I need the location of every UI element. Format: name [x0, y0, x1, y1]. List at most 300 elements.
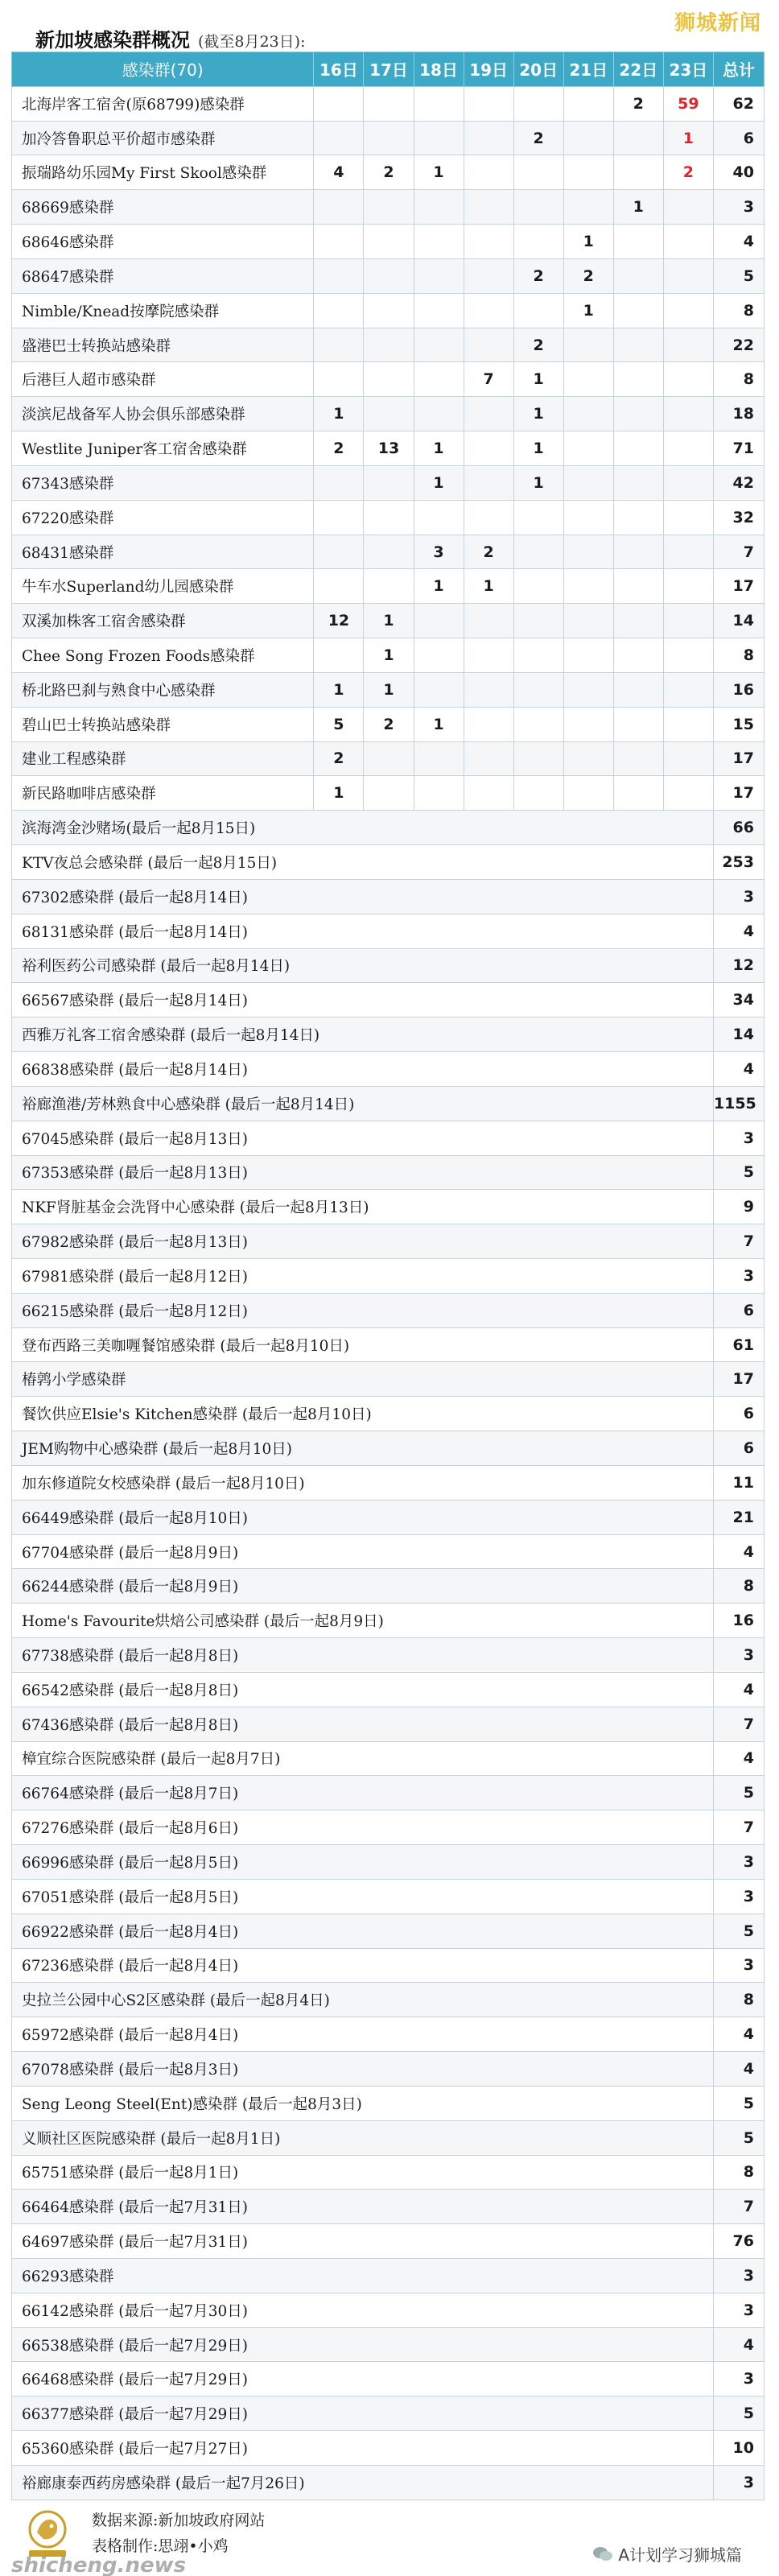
- daily-count-cell: [613, 604, 663, 638]
- total-cell: 16: [713, 672, 764, 707]
- daily-count-cell: 1: [414, 155, 464, 190]
- cluster-name-cell: 盛港巴士转换站感染群: [12, 328, 314, 362]
- cluster-name-cell: 65360感染群 (最后一起7月27日): [12, 2431, 714, 2466]
- daily-count-cell: 1: [563, 225, 613, 259]
- daily-count-cell: [563, 397, 613, 431]
- daily-count-cell: [364, 328, 414, 362]
- page-title: 新加坡感染群概况: [35, 29, 190, 52]
- total-cell: 17: [713, 741, 764, 776]
- daily-count-cell: [613, 328, 663, 362]
- daily-count-cell: [464, 293, 513, 328]
- daily-count-cell: [364, 741, 414, 776]
- daily-count-cell: [663, 190, 713, 225]
- daily-count-cell: [414, 328, 464, 362]
- total-cell: 4: [713, 2052, 764, 2087]
- cluster-name-cell: 餐饮供应Elsie's Kitchen感染群 (最后一起8月10日): [12, 1397, 714, 1431]
- daily-count-cell: [464, 604, 513, 638]
- daily-count-cell: 1: [513, 431, 563, 466]
- cluster-name-cell: Chee Song Frozen Foods感染群: [12, 638, 314, 673]
- daily-count-cell: [613, 362, 663, 397]
- table-row: [12, 465, 765, 500]
- cluster-name-cell: 67051感染群 (最后一起8月5日): [12, 1879, 714, 1913]
- cluster-name-cell: 裕利医药公司感染群 (最后一起8月14日): [12, 948, 714, 983]
- cluster-table: [11, 52, 765, 2500]
- column-header-day: 20日: [513, 52, 563, 87]
- cluster-name-cell: 67302感染群 (最后一起8月14日): [12, 879, 714, 914]
- total-cell: 8: [713, 638, 764, 673]
- daily-count-cell: [464, 190, 513, 225]
- daily-count-cell: [464, 155, 513, 190]
- cluster-name-cell: 66142感染群 (最后一起7月30日): [12, 2293, 714, 2327]
- cluster-name-cell: 66838感染群 (最后一起8月14日): [12, 1052, 714, 1087]
- table-row: [12, 845, 765, 880]
- daily-count-cell: [464, 431, 513, 466]
- daily-count-cell: [314, 190, 364, 225]
- cluster-name-cell: 桥北路巴刹与熟食中心感染群: [12, 672, 314, 707]
- daily-count-cell: [314, 500, 364, 535]
- daily-count-cell: [364, 397, 414, 431]
- daily-count-cell: [364, 465, 414, 500]
- daily-count-cell: [464, 121, 513, 155]
- total-cell: 3: [713, 879, 764, 914]
- total-cell: 4: [713, 2327, 764, 2362]
- total-cell: 5: [713, 1155, 764, 1190]
- daily-count-cell: 2: [513, 258, 563, 293]
- daily-count-cell: 1: [414, 569, 464, 604]
- table-row: [12, 1018, 765, 1052]
- table-row: [12, 362, 765, 397]
- cluster-name-cell: KTV夜总会感染群 (最后一起8月15日): [12, 845, 714, 880]
- daily-count-cell: 1: [364, 638, 414, 673]
- daily-count-cell: [613, 672, 663, 707]
- daily-count-cell: [464, 465, 513, 500]
- daily-count-cell: 2: [364, 155, 414, 190]
- cluster-name-cell: 66468感染群 (最后一起7月29日): [12, 2362, 714, 2396]
- daily-count-cell: [563, 362, 613, 397]
- cluster-name-cell: Seng Leong Steel(Ent)感染群 (最后一起8月3日): [12, 2086, 714, 2120]
- daily-count-cell: 1: [314, 397, 364, 431]
- table-row: [12, 1397, 765, 1431]
- total-cell: 66: [713, 811, 764, 845]
- daily-count-cell: [364, 121, 414, 155]
- daily-count-cell: 2: [513, 121, 563, 155]
- cluster-name-cell: 义顺社区医院感染群 (最后一起8月1日): [12, 2120, 714, 2155]
- table-row: [12, 535, 765, 569]
- table-row: [12, 1672, 765, 1707]
- table-row: [12, 1052, 765, 1087]
- column-header-day: 21日: [563, 52, 613, 87]
- daily-count-cell: 2: [563, 258, 613, 293]
- total-cell: 11: [713, 1465, 764, 1500]
- wechat-icon: [592, 2545, 613, 2563]
- daily-count-cell: [364, 535, 414, 569]
- daily-count-cell: [663, 397, 713, 431]
- total-cell: 16: [713, 1604, 764, 1638]
- cluster-name-cell: 新民路咖啡店感染群: [12, 776, 314, 811]
- daily-count-cell: [314, 121, 364, 155]
- total-cell: 1155: [713, 1086, 764, 1121]
- daily-count-cell: [513, 293, 563, 328]
- table-row: [12, 1534, 765, 1569]
- total-cell: 3: [713, 1948, 764, 1983]
- daily-count-cell: [414, 362, 464, 397]
- cluster-name-cell: 后港巨人超市感染群: [12, 362, 314, 397]
- cluster-name-cell: 67704感染群 (最后一起8月9日): [12, 1534, 714, 1569]
- daily-count-cell: [563, 121, 613, 155]
- daily-count-cell: [513, 672, 563, 707]
- total-cell: 3: [713, 2362, 764, 2396]
- cluster-name-cell: 68131感染群 (最后一起8月14日): [12, 914, 714, 948]
- table-row: [12, 1983, 765, 2017]
- table-row: [12, 86, 765, 121]
- daily-count-cell: 1: [464, 569, 513, 604]
- daily-count-cell: [364, 776, 414, 811]
- daily-count-cell: [663, 465, 713, 500]
- total-cell: 71: [713, 431, 764, 466]
- total-cell: 15: [713, 707, 764, 741]
- table-row: [12, 2259, 765, 2293]
- cluster-name-cell: Home's Favourite烘焙公司感染群 (最后一起8月9日): [12, 1604, 714, 1638]
- table-row: [12, 741, 765, 776]
- table-row: [12, 2155, 765, 2190]
- daily-count-cell: [414, 121, 464, 155]
- daily-count-cell: [464, 225, 513, 259]
- cluster-name-cell: 65751感染群 (最后一起8月1日): [12, 2155, 714, 2190]
- total-cell: 61: [713, 1327, 764, 1362]
- cluster-name-cell: 67236感染群 (最后一起8月4日): [12, 1948, 714, 1983]
- daily-count-cell: [364, 362, 414, 397]
- cluster-name-cell: 66922感染群 (最后一起8月4日): [12, 1913, 714, 1948]
- daily-count-cell: [464, 258, 513, 293]
- daily-count-cell: [314, 225, 364, 259]
- watermark-account: [592, 2542, 742, 2566]
- cluster-name-cell: 66538感染群 (最后一起7月29日): [12, 2327, 714, 2362]
- daily-count-cell: [314, 535, 364, 569]
- daily-count-cell: [314, 258, 364, 293]
- daily-count-cell: [513, 86, 563, 121]
- daily-count-cell: 4: [314, 155, 364, 190]
- total-cell: 17: [713, 776, 764, 811]
- page-header: [0, 0, 779, 52]
- table-maker-note: 表格制作:思翊•小鸡: [92, 2537, 229, 2555]
- table-row: [12, 2293, 765, 2327]
- daily-count-cell: [563, 431, 613, 466]
- daily-count-cell: [663, 431, 713, 466]
- total-cell: 7: [713, 1810, 764, 1845]
- table-row: [12, 2052, 765, 2087]
- watermark-account-text: A计划学习狮城篇: [618, 2545, 742, 2565]
- total-cell: 5: [713, 2396, 764, 2431]
- table-row: [12, 776, 765, 811]
- total-cell: 3: [713, 1638, 764, 1673]
- total-cell: 32: [713, 500, 764, 535]
- daily-count-cell: [663, 569, 713, 604]
- daily-count-cell: [563, 465, 613, 500]
- cluster-name-cell: 68646感染群: [12, 225, 314, 259]
- daily-count-cell: [364, 225, 414, 259]
- daily-count-cell: [414, 604, 464, 638]
- daily-count-cell: [663, 776, 713, 811]
- table-row: [12, 1810, 765, 1845]
- table-row: [12, 1190, 765, 1224]
- daily-count-cell: [663, 225, 713, 259]
- table-row: [12, 1155, 765, 1190]
- cluster-name-cell: 牛车水Superland幼儿园感染群: [12, 569, 314, 604]
- cluster-name-cell: 67982感染群 (最后一起8月13日): [12, 1224, 714, 1259]
- daily-count-cell: [563, 328, 613, 362]
- cluster-name-cell: 64697感染群 (最后一起7月31日): [12, 2224, 714, 2259]
- daily-count-cell: [464, 672, 513, 707]
- total-cell: 3: [713, 1879, 764, 1913]
- total-cell: 34: [713, 983, 764, 1018]
- daily-count-cell: [364, 500, 414, 535]
- cluster-name-cell: 碧山巴士转换站感染群: [12, 707, 314, 741]
- total-cell: 4: [713, 914, 764, 948]
- daily-count-cell: [663, 328, 713, 362]
- daily-count-cell: [464, 86, 513, 121]
- column-header-day: 22日: [613, 52, 663, 87]
- table-row: [12, 2396, 765, 2431]
- total-cell: 5: [713, 2086, 764, 2120]
- daily-count-cell: [414, 397, 464, 431]
- cluster-name-cell: 淡滨尼战备军人协会俱乐部感染群: [12, 397, 314, 431]
- daily-count-cell: [563, 707, 613, 741]
- total-cell: 42: [713, 465, 764, 500]
- brand-logo-text: 狮城新闻: [674, 11, 761, 35]
- total-cell: 8: [713, 2155, 764, 2190]
- daily-count-cell: [414, 86, 464, 121]
- daily-count-cell: [613, 258, 663, 293]
- daily-count-cell: [464, 776, 513, 811]
- daily-count-cell: [563, 638, 613, 673]
- daily-count-cell: [563, 604, 613, 638]
- daily-count-cell: [364, 86, 414, 121]
- cluster-name-cell: 66293感染群: [12, 2259, 714, 2293]
- daily-count-cell: 13: [364, 431, 414, 466]
- daily-count-cell: 3: [414, 535, 464, 569]
- total-cell: 9: [713, 1190, 764, 1224]
- total-cell: 6: [713, 1431, 764, 1466]
- total-cell: 5: [713, 1913, 764, 1948]
- cluster-name-cell: 登布西路三美咖喱餐馆感染群 (最后一起8月10日): [12, 1327, 714, 1362]
- table-row: [12, 1362, 765, 1397]
- cluster-name-cell: 66567感染群 (最后一起8月14日): [12, 983, 714, 1018]
- table-row: [12, 1879, 765, 1913]
- daily-count-cell: [613, 431, 663, 466]
- table-row: [12, 1569, 765, 1604]
- table-row: [12, 1913, 765, 1948]
- daily-count-cell: [563, 776, 613, 811]
- daily-count-cell: [613, 465, 663, 500]
- column-header-cluster: 感染群(70): [12, 52, 314, 87]
- daily-count-cell: 1: [314, 672, 364, 707]
- cluster-name-cell: 裕廊康泰西药房感染群 (最后一起7月26日): [12, 2465, 714, 2500]
- footer: [11, 2497, 765, 2576]
- daily-count-cell: [414, 638, 464, 673]
- daily-count-cell: [314, 328, 364, 362]
- cluster-name-cell: 66764感染群 (最后一起8月7日): [12, 1776, 714, 1810]
- table-row: [12, 1604, 765, 1638]
- cluster-name-cell: JEM购物中心感染群 (最后一起8月10日): [12, 1431, 714, 1466]
- column-header-day: 16日: [314, 52, 364, 87]
- table-row: [12, 638, 765, 673]
- cluster-name-cell: 双溪加株客工宿舍感染群: [12, 604, 314, 638]
- table-row: [12, 190, 765, 225]
- cluster-name-cell: 加东修道院女校感染群 (最后一起8月10日): [12, 1465, 714, 1500]
- daily-count-cell: [364, 293, 414, 328]
- cluster-name-cell: Westlite Juniper客工宿舍感染群: [12, 431, 314, 466]
- cluster-name-cell: 68647感染群: [12, 258, 314, 293]
- total-cell: 21: [713, 1500, 764, 1534]
- daily-count-cell: [613, 741, 663, 776]
- daily-count-cell: [464, 638, 513, 673]
- table-row: [12, 1845, 765, 1880]
- daily-count-cell: [663, 500, 713, 535]
- daily-count-cell: [563, 155, 613, 190]
- cluster-name-cell: 68669感染群: [12, 190, 314, 225]
- total-cell: 5: [713, 258, 764, 293]
- table-row: [12, 1776, 765, 1810]
- table-header: [12, 52, 765, 87]
- daily-count-cell: [414, 776, 464, 811]
- daily-count-cell: [464, 397, 513, 431]
- cluster-name-cell: 67981感染群 (最后一起8月12日): [12, 1258, 714, 1293]
- table-row: [12, 2017, 765, 2052]
- total-cell: 5: [713, 2120, 764, 2155]
- daily-count-cell: [663, 707, 713, 741]
- cluster-name-cell: 65972感染群 (最后一起8月4日): [12, 2017, 714, 2052]
- daily-count-cell: 2: [513, 328, 563, 362]
- table-row: [12, 1121, 765, 1155]
- daily-count-cell: [414, 293, 464, 328]
- column-header-day: 17日: [364, 52, 414, 87]
- daily-count-cell: [663, 362, 713, 397]
- daily-count-cell: [464, 707, 513, 741]
- daily-count-cell: [613, 569, 663, 604]
- column-header-total: 总计: [713, 52, 764, 87]
- daily-count-cell: [563, 535, 613, 569]
- cluster-name-cell: 椿鹑小学感染群: [12, 1362, 714, 1397]
- header-row: [12, 52, 765, 87]
- cluster-name-cell: 66215感染群 (最后一起8月12日): [12, 1293, 714, 1327]
- total-cell: 7: [713, 535, 764, 569]
- cluster-name-cell: 66996感染群 (最后一起8月5日): [12, 1845, 714, 1880]
- table-row: [12, 1431, 765, 1466]
- table-row: [12, 500, 765, 535]
- daily-count-cell: 1: [414, 431, 464, 466]
- table-row: [12, 2465, 765, 2500]
- total-cell: 253: [713, 845, 764, 880]
- table-row: [12, 2086, 765, 2120]
- table-row: [12, 672, 765, 707]
- total-cell: 3: [713, 1258, 764, 1293]
- table-row: [12, 948, 765, 983]
- daily-count-cell: [414, 500, 464, 535]
- daily-count-cell: 2: [613, 86, 663, 121]
- daily-count-cell: 1: [513, 397, 563, 431]
- cluster-name-cell: 67343感染群: [12, 465, 314, 500]
- daily-count-cell: [513, 741, 563, 776]
- total-cell: 4: [713, 1534, 764, 1569]
- daily-count-cell: [613, 397, 663, 431]
- cluster-name-cell: Nimble/Knead按摩院感染群: [12, 293, 314, 328]
- daily-count-cell: [314, 293, 364, 328]
- cluster-name-cell: 66244感染群 (最后一起8月9日): [12, 1569, 714, 1604]
- table-row: [12, 2327, 765, 2362]
- total-cell: 76: [713, 2224, 764, 2259]
- daily-count-cell: 1: [513, 465, 563, 500]
- table-row: [12, 1707, 765, 1741]
- daily-count-cell: [513, 190, 563, 225]
- daily-count-cell: [613, 638, 663, 673]
- total-cell: 22: [713, 328, 764, 362]
- total-cell: 6: [713, 1293, 764, 1327]
- daily-count-cell: [414, 672, 464, 707]
- daily-count-cell: 7: [464, 362, 513, 397]
- total-cell: 7: [713, 1707, 764, 1741]
- daily-count-cell: [613, 225, 663, 259]
- daily-count-cell: [314, 86, 364, 121]
- total-cell: 5: [713, 1776, 764, 1810]
- title-block: [35, 24, 306, 52]
- total-cell: 3: [713, 190, 764, 225]
- table-row: [12, 2224, 765, 2259]
- cluster-name-cell: NKF肾脏基金会洗肾中心感染群 (最后一起8月13日): [12, 1190, 714, 1224]
- table-row: [12, 707, 765, 741]
- cluster-name-cell: 67220感染群: [12, 500, 314, 535]
- daily-count-cell: [364, 190, 414, 225]
- total-cell: 7: [713, 1224, 764, 1259]
- table-row: [12, 2120, 765, 2155]
- daily-count-cell: [613, 121, 663, 155]
- total-cell: 18: [713, 397, 764, 431]
- daily-count-cell: [563, 672, 613, 707]
- total-cell: 4: [713, 2017, 764, 2052]
- daily-count-cell: [563, 190, 613, 225]
- daily-count-cell: 1: [613, 190, 663, 225]
- daily-count-cell: [513, 225, 563, 259]
- daily-count-cell: 5: [314, 707, 364, 741]
- daily-count-cell: [613, 535, 663, 569]
- table-row: [12, 293, 765, 328]
- column-header-day: 23日: [663, 52, 713, 87]
- table-row: [12, 2431, 765, 2466]
- table-row: [12, 1948, 765, 1983]
- daily-count-cell: [613, 155, 663, 190]
- daily-count-cell: 1: [663, 121, 713, 155]
- column-header-day: 19日: [464, 52, 513, 87]
- watermark-url: shicheng.news: [11, 2553, 187, 2576]
- total-cell: 4: [713, 1672, 764, 1707]
- daily-count-cell: [314, 638, 364, 673]
- daily-count-cell: 1: [314, 776, 364, 811]
- daily-count-cell: [663, 293, 713, 328]
- total-cell: 14: [713, 1018, 764, 1052]
- cluster-name-cell: 67276感染群 (最后一起8月6日): [12, 1810, 714, 1845]
- total-cell: 3: [713, 2465, 764, 2500]
- daily-count-cell: [464, 741, 513, 776]
- daily-count-cell: [513, 569, 563, 604]
- total-cell: 12: [713, 948, 764, 983]
- cluster-name-cell: 振瑞路幼乐园My First Skool感染群: [12, 155, 314, 190]
- total-cell: 4: [713, 1741, 764, 1776]
- table-row: [12, 914, 765, 948]
- daily-count-cell: 12: [314, 604, 364, 638]
- table-row: [12, 1293, 765, 1327]
- cluster-name-cell: 加冷答鲁职总平价超市感染群: [12, 121, 314, 155]
- cluster-name-cell: 滨海湾金沙赌场(最后一起8月15日): [12, 811, 714, 845]
- cluster-name-cell: 66542感染群 (最后一起8月8日): [12, 1672, 714, 1707]
